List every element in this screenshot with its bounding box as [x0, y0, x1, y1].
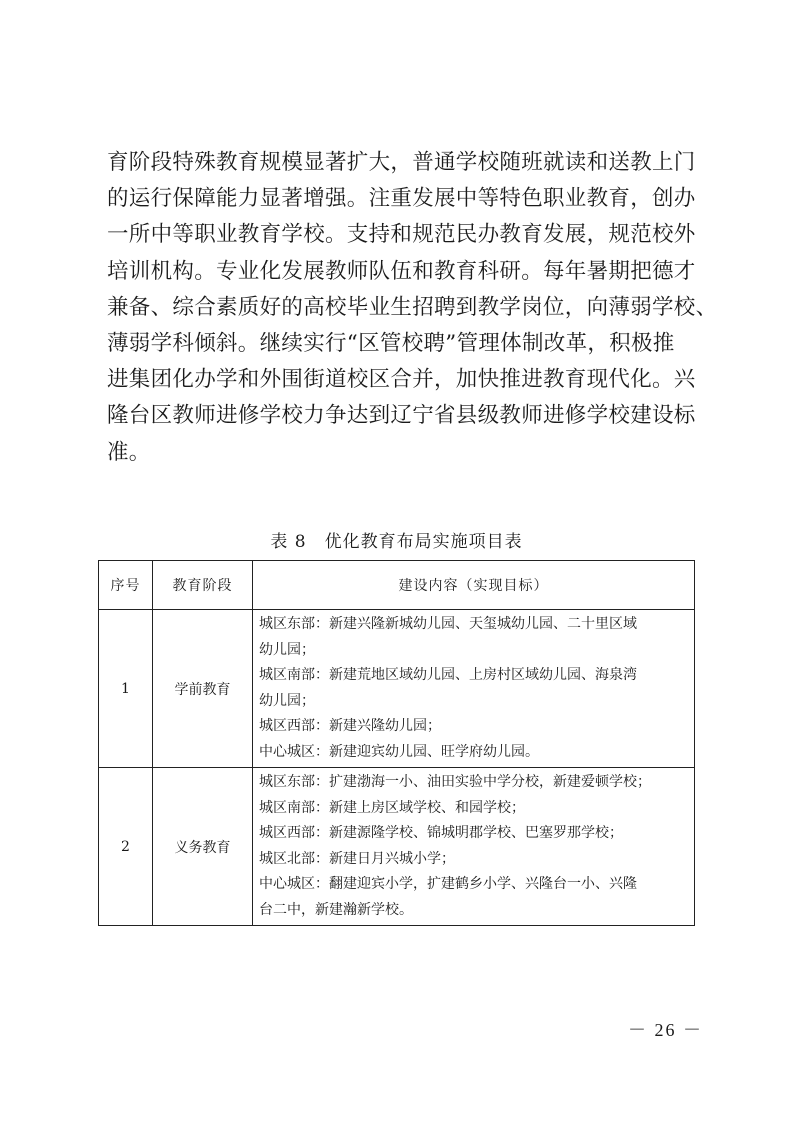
body-paragraph	[107, 145, 718, 471]
content-line: 城区东部：新建兴隆新城幼儿园、天玺城幼儿园、二十里区域	[259, 616, 637, 632]
content-line: 城区北部：新建日月兴城小学；	[259, 850, 455, 867]
row-stage: 义务教育	[153, 768, 253, 926]
content-line: 幼儿园；	[259, 641, 315, 658]
paragraph-line: 培训机构。专业化发展教师队伍和教育科研。每年暑期把德才	[107, 258, 696, 284]
paragraph-line: 薄弱学科倾斜。继续实行“区管校聘”管理体制改革，积极推	[107, 331, 675, 357]
paragraph-line: 准。	[107, 439, 151, 465]
row-content	[253, 768, 695, 926]
content-line: 中心城区：翻建迎宾小学，扩建鹤乡小学、兴隆台一小、兴隆	[259, 876, 637, 892]
content-line: 城区南部：新建荒地区域幼儿园、上房村区域幼儿园、海泉湾	[259, 667, 637, 683]
table-row	[99, 610, 695, 768]
content-line: 城区西部：新建兴隆幼儿园；	[259, 718, 441, 734]
content-line: 幼儿园；	[259, 692, 315, 709]
table-header-row	[99, 561, 695, 610]
content-line: 城区南部：新建上房区域学校、和园学校；	[259, 799, 525, 816]
content-line: 城区东部：扩建渤海一小、油田实验中学分校，新建爱顿学校；	[259, 774, 651, 790]
paragraph-line: 兼备、综合素质好的高校毕业生招聘到教学岗位，向薄弱学校、	[107, 294, 718, 320]
table-title: 表 8 优化教育布局实施项目表	[270, 532, 523, 552]
row-number: 2	[99, 768, 153, 926]
paragraph-line: 一所中等职业教育学校。支持和规范民办教育发展，规范校外	[107, 222, 696, 248]
content-line: 中心城区：新建迎宾幼儿园、旺学府幼儿园。	[259, 743, 539, 760]
layout-plan-table	[98, 560, 695, 926]
row-content	[253, 610, 695, 768]
header-no: 序号	[99, 561, 153, 610]
row-number: 1	[99, 610, 153, 768]
paragraph-line: 的运行保障能力显著增强。注重发展中等特色职业教育，创办	[107, 186, 696, 212]
content-line: 台二中，新建瀚新学校。	[259, 901, 413, 918]
paragraph-line: 进集团化办学和外围街道校区合并，加快推进教育现代化。兴	[107, 367, 696, 393]
header-stage: 教育阶段	[153, 561, 253, 610]
row-stage: 学前教育	[153, 610, 253, 768]
content-line: 城区西部：新建源隆学校、锦城明郡学校、巴塞罗那学校；	[259, 825, 623, 841]
paragraph-line: 育阶段特殊教育规模显著扩大，普通学校随班就读和送教上门	[107, 150, 696, 175]
table-row	[99, 768, 695, 926]
header-content: 建设内容（实现目标）	[253, 561, 695, 610]
paragraph-line: 隆台区教师进修学校力争达到辽宁省县级教师进修学校建设标	[107, 403, 696, 429]
page-number: － 26 －	[628, 1020, 703, 1040]
